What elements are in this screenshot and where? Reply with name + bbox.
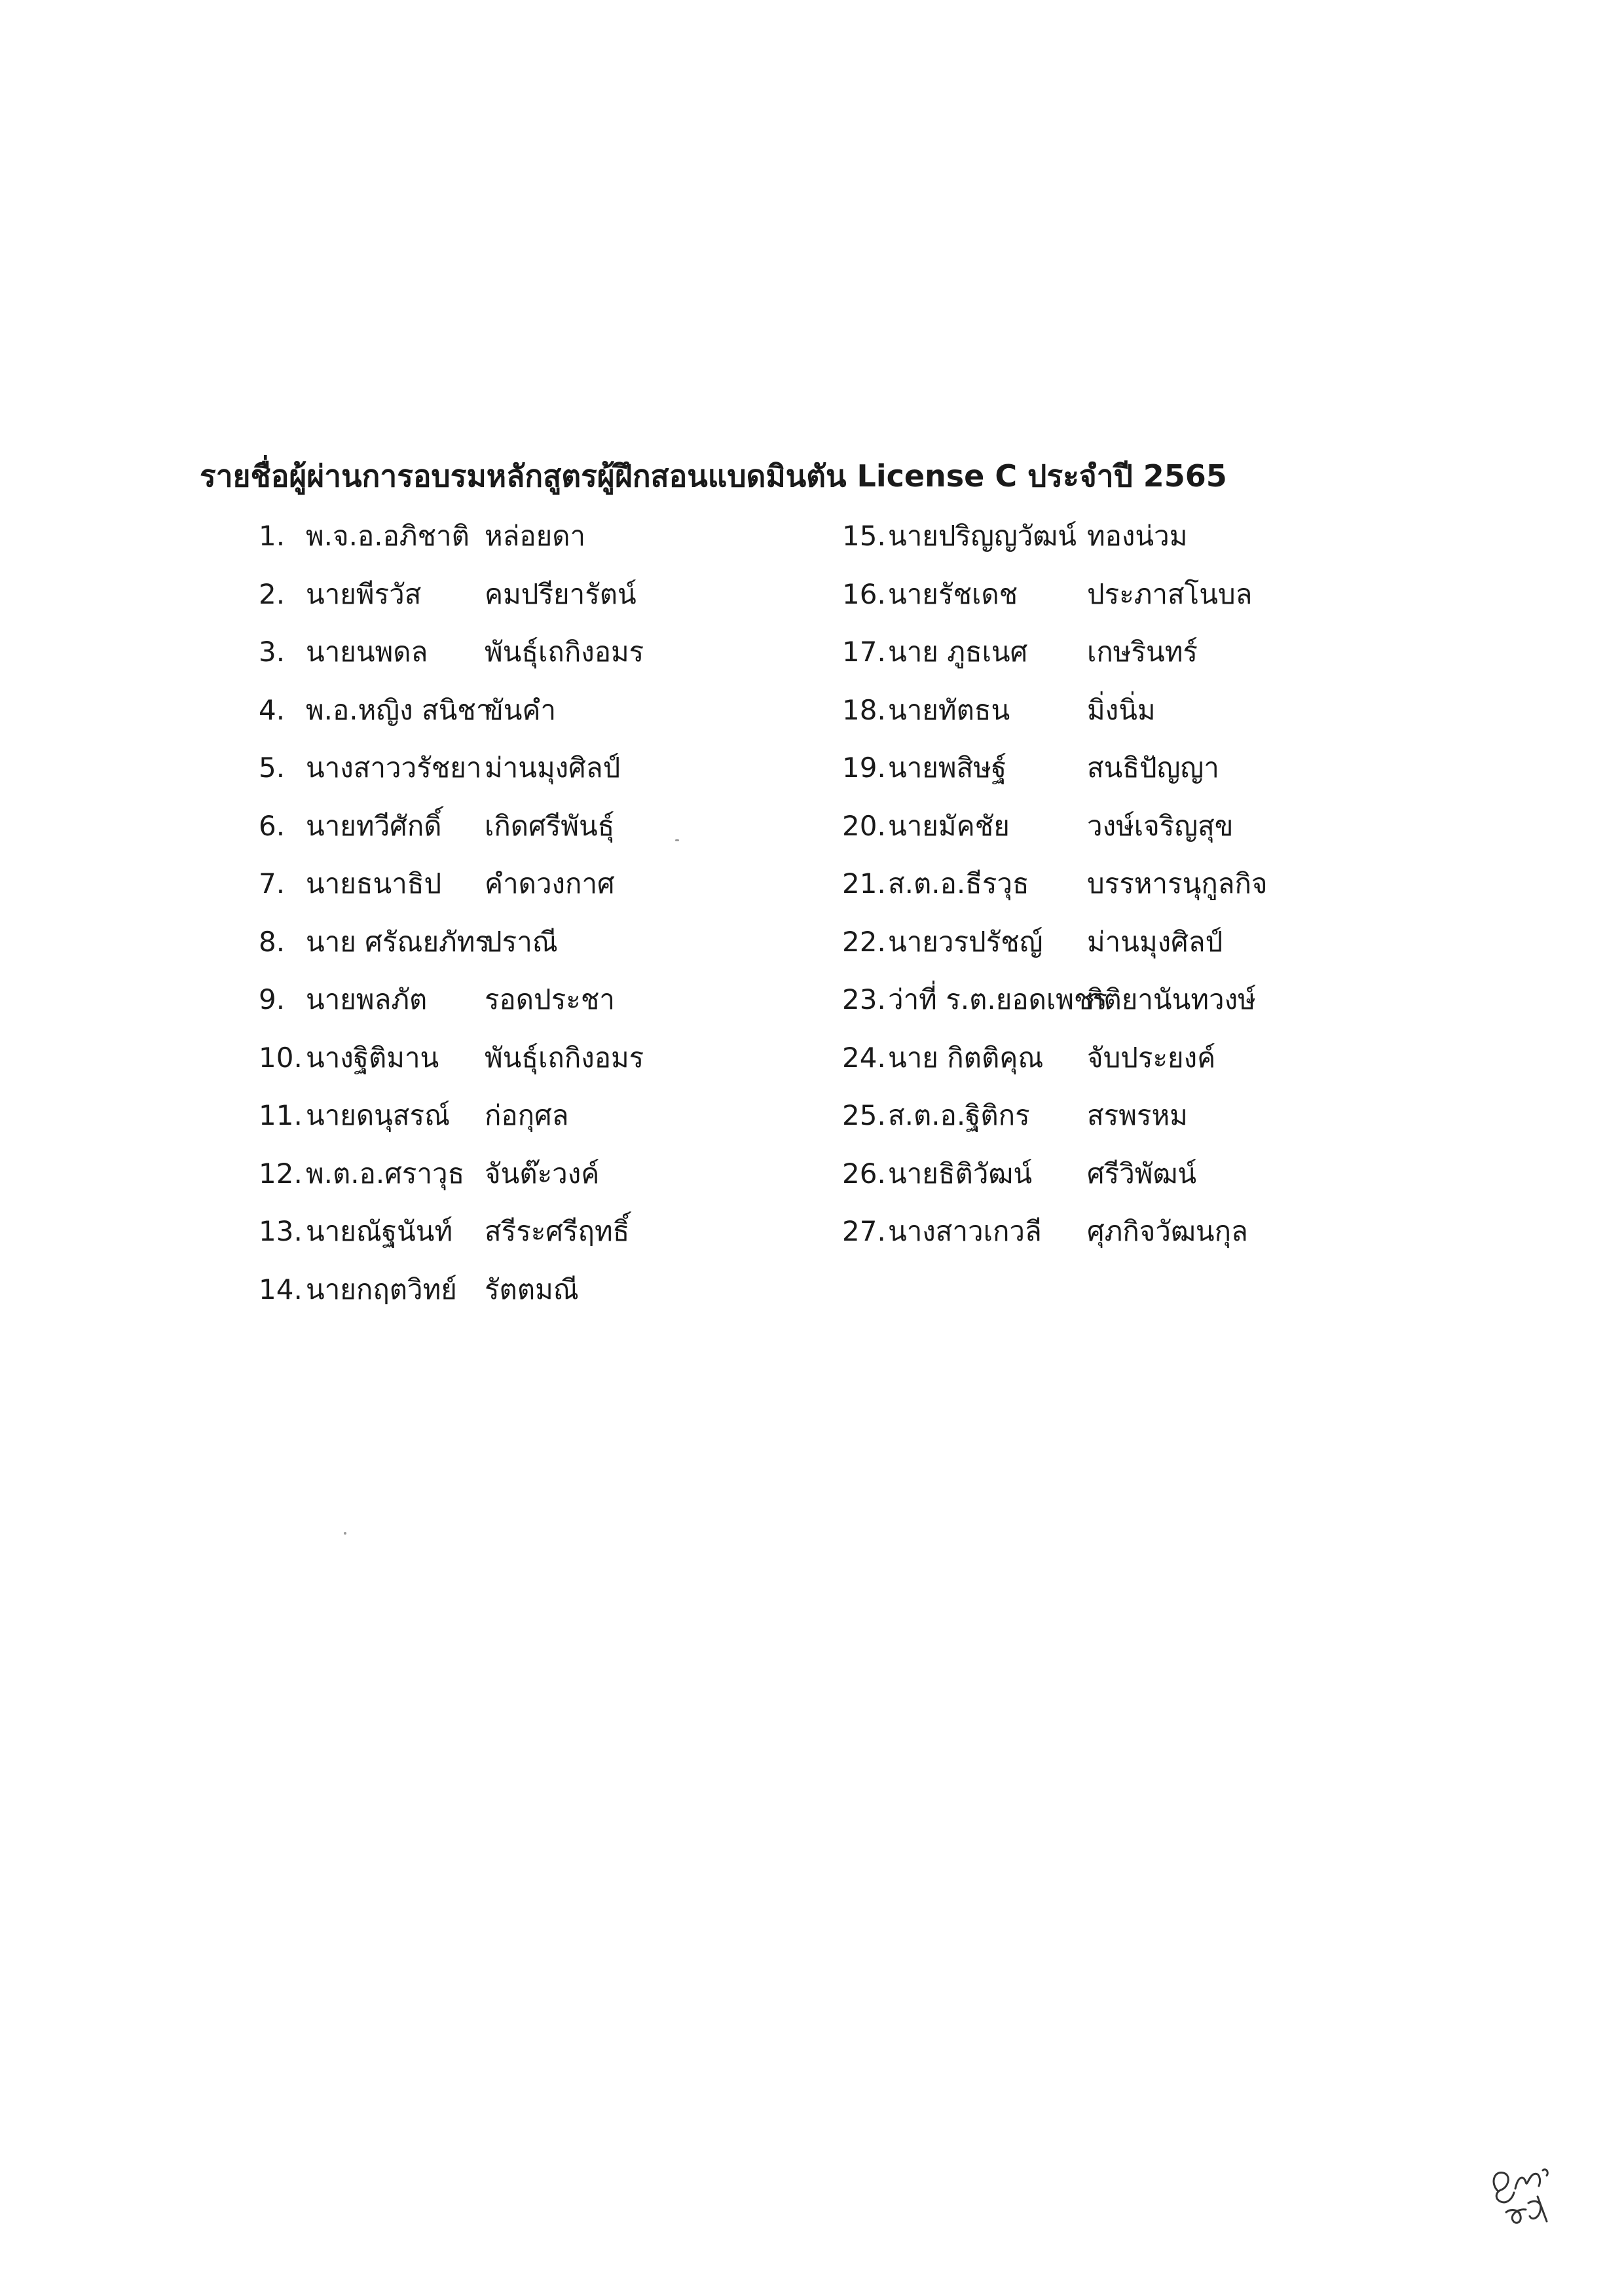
given-name: พ.ต.อ.ศราวุธ	[306, 1157, 465, 1190]
row-number: 25.	[842, 1099, 886, 1131]
row-number: 5.	[259, 752, 286, 784]
family-name: ขันคำ	[485, 693, 557, 726]
row-number: 15.	[842, 520, 886, 552]
family-name: ศุภกิจวัฒนกุล	[1087, 1215, 1248, 1247]
given-name: นายพสิษฐ์	[888, 752, 1007, 784]
row-number: 8.	[259, 925, 286, 958]
given-name: นาย ภูธเนศ	[888, 636, 1028, 668]
family-name: สรพรหม	[1087, 1099, 1188, 1131]
family-name: สนธิปัญญา	[1087, 752, 1219, 784]
given-name: นายรัชเดช	[888, 577, 1018, 610]
family-name: บรรหารนุกูลกิจ	[1087, 867, 1268, 900]
given-name: นายทัตธน	[888, 693, 1010, 726]
family-name: ประภาสโนบล	[1087, 577, 1253, 610]
family-name: จันต๊ะวงค์	[485, 1157, 600, 1190]
given-name: ส.ต.อ.ฐิติกร	[888, 1099, 1030, 1131]
given-name: นายธิติวัฒน์	[888, 1157, 1033, 1190]
row-number: 23.	[842, 983, 886, 1015]
given-name: นายทวีศักดิ์	[306, 809, 442, 842]
row-number: 27.	[842, 1215, 886, 1247]
given-name: นายธนาธิป	[306, 867, 442, 900]
handwritten-initials	[1486, 2157, 1565, 2229]
given-name: นาย ศรัณยภัทร	[306, 925, 490, 958]
family-name: กิติยานันทวงษ์	[1087, 983, 1256, 1015]
row-number: 1.	[259, 520, 286, 552]
family-name: รัตตมณี	[485, 1273, 579, 1305]
family-name: คำดวงกาศ	[485, 867, 615, 900]
row-number: 14.	[259, 1273, 303, 1305]
given-name: นายดนุสรณ์	[306, 1099, 451, 1131]
family-name: เกิดศรีพันธุ์	[485, 809, 615, 842]
row-number: 2.	[259, 577, 286, 610]
row-number: 9.	[259, 983, 286, 1015]
page-title: รายชื่อผู้ผ่านการอบรมหลักสูตรผู้ฝึกสอนแบดมินตัน License C ประจำปี 2565	[200, 458, 1227, 494]
row-number: 11.	[259, 1099, 303, 1131]
row-number: 4.	[259, 693, 286, 726]
given-name: นายมัคชัย	[888, 809, 1010, 842]
family-name: ปราณี	[485, 925, 558, 958]
row-number: 20.	[842, 809, 886, 842]
given-name: นายกฤตวิทย์	[306, 1273, 457, 1305]
family-name: ศรีวิพัฒน์	[1087, 1157, 1197, 1190]
given-name: นายปริญญวัฒน์	[888, 520, 1077, 552]
row-number: 19.	[842, 752, 886, 784]
row-number: 26.	[842, 1157, 886, 1190]
row-number: 6.	[259, 809, 286, 842]
family-name: ก่อกุศล	[485, 1099, 569, 1131]
given-name: นาย กิตติคุณ	[888, 1041, 1044, 1074]
family-name: จับประยงค์	[1087, 1041, 1216, 1074]
row-number: 13.	[259, 1215, 303, 1247]
family-name: ม่านมุงศิลป์	[1087, 925, 1223, 958]
given-name: นางสาวเกวลี	[888, 1215, 1042, 1247]
given-name: พ.อ.หญิง สนิชา	[306, 693, 492, 726]
row-number: 3.	[259, 636, 286, 668]
given-name: นางฐิติมาน	[306, 1041, 439, 1074]
given-name: นายพลภัต	[306, 983, 428, 1015]
row-number: 21.	[842, 867, 886, 900]
row-number: 17.	[842, 636, 886, 668]
row-number: 12.	[259, 1157, 303, 1190]
family-name: ม่านมุงศิลป์	[485, 752, 621, 784]
family-name: คมปรียารัตน์	[485, 577, 637, 610]
family-name: มิ่งนิ่ม	[1087, 693, 1156, 726]
given-name: ส.ต.อ.ธีรวุธ	[888, 867, 1029, 900]
family-name: ทองน่วม	[1087, 520, 1188, 552]
row-number: 16.	[842, 577, 886, 610]
given-name: ว่าที่ ร.ต.ยอดเพชร	[888, 983, 1107, 1015]
family-name: พันธุ์เถกิงอมร	[485, 1041, 644, 1074]
given-name: พ.จ.อ.อภิชาติ	[306, 520, 470, 552]
family-name: หล่อยดา	[485, 520, 586, 552]
given-name: นายวรปรัชญ์	[888, 925, 1043, 958]
given-name: นางสาววรัชยา	[306, 752, 482, 784]
given-name: นายนพดล	[306, 636, 428, 668]
given-name: นายพีรวัส	[306, 577, 422, 610]
row-number: 24.	[842, 1041, 886, 1074]
family-name: รอดประชา	[485, 983, 615, 1015]
given-name: นายณัฐนันท์	[306, 1215, 453, 1247]
row-number: 18.	[842, 693, 886, 726]
family-name: วงษ์เจริญสุข	[1087, 809, 1234, 842]
row-number: 10.	[259, 1041, 303, 1074]
scan-speck	[675, 839, 679, 841]
family-name: พันธุ์เถกิงอมร	[485, 636, 644, 668]
row-number: 7.	[259, 867, 286, 900]
family-name: สรีระศรีฤทธิ์	[485, 1215, 630, 1247]
row-number: 22.	[842, 925, 886, 958]
family-name: เกษรินทร์	[1087, 636, 1198, 668]
scan-speck	[344, 1532, 346, 1535]
